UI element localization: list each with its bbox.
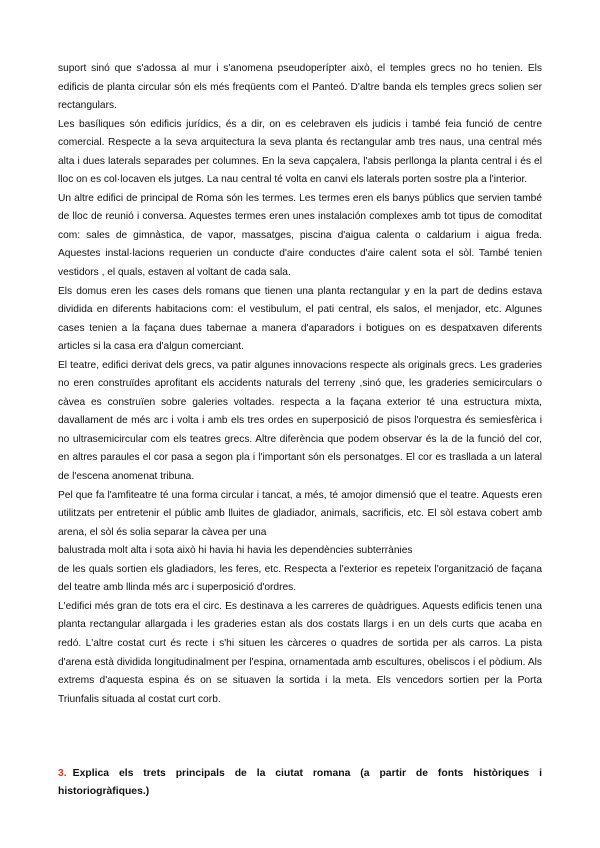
question-number: 3. [58,768,67,779]
paragraph-circ: L'edifici més gran de tots era el circ. Es destinava a les carreres de quàdrigues. Aquests edificis tenen una planta rectangular allargada i les graderies estan als dos costats llargs i en un dels curts que acaba en redó. L'altre costat curt és recte i s'hi situen les càrceres o quadres de sortida per als carros. La pista d'arena està dividida longitudinalment per l'espina, ornamentada amb escultures, obeliscos i el pòdium. Als extrems d'aquesta espina és on se situaven la sortida i la meta. Els vencedors sortien per la Porta Triunfalis situada al costat curt corb. [58,600,542,705]
paragraph-gladiadors: de les quals sortien els gladiadors, les feres, etc. Respecta a l'exterior es repeteix l'organització de façana del teatre amb llinda més arc i superposició d'ordres. [58,563,542,594]
paragraph-balustrada: balustrada molt alta i sota això hi havia hi havia les dependències subterrànies [58,545,413,557]
paragraph-pseudoperipter: suport sinó que s'adossa al mur i s'anomena pseudoperípter això, el temples grecs no ho tenien. Els edificis de planta circular són els més freqüents com el Panteó. D'altre banda els temples grecs solien ser rectangulars. [58,63,542,112]
paragraph-basiliques: Les basíliques són edificis jurídics, és a dir, on es celebraven els judicis i també feia funció de centre comercial. Respecte a la seva arquitectura la seva planta és rectangular amb tres naus, una central més alta i dues laterals separades per columnes. En la seva capçalera, l'absis perllonga la planta central i és el lloc on es col·locaven els jutges. La nau central té volta en canvi els laterals porten sostre pla a l'interior. [58,118,542,186]
question-text: Explica els trets principals de la ciutat romana (a partir de fonts històriques i historiogràfiques.) [58,768,542,797]
body-text [58,60,542,709]
paragraph-amfiteatre: Pel que fa l'amfiteatre té una forma circular i tancat, a més, té amojor dimensió que el teatre. Aquests eren utilitzats per entretenir el públic amb lluites de gladiador, animals, sacrificis, etc. El sòl estava cobert amb arena, el sòl és solia separar la càvea per una [58,489,542,538]
paragraph-domus: Els domus eren les cases dels romans que tienen una planta rectangular y en la part de dedins estava dividida en diferents habitacions com: el vestibulum, el pati central, els salos, el menjador, etc. Algunes cases tenien a la façana dues tabernae a manera d'aparadors i botigues on es despatxaven diferents articles si la casa era d'algun comerciant. [58,285,542,353]
question-block [58,765,542,801]
paragraph-termes: Un altre edifici de principal de Roma són les termes. Les termes eren els banys públics que servien també de lloc de reunió i conversa. Aquestes termes eren unes instalación complexes amb tot tipus de comoditat com: sales de gimnàstica, de vapor, massatges, piscina d'aigua calenta o caldarium i aigua freda. Aquestes instal·lacions requerien un conducte d'aire conductes d'aire calent sota el sòl. També tenien vestidors , el quals, estaven al voltant de cada sala. [58,192,542,279]
paragraph-teatre: El teatre, edifici derivat dels grecs, va patir algunes innovacions respecte als originals grecs. Les graderies no eren construïdes aprofitant els accidents naturals del terreny ,sinó que, les graderies semicirculars o càvea es construïen sobre galeries voltades. respecta a la façana exterior té una estructura mixta, davallament de més arc i volta i amb els tres ordes en superposició de pisos l'orquestra és semiesfèrica i no ultrasemicircular com els teatres grecs. Altre diferència que podem observar és la de la funció del cor, en altres paraules el cor pasa a segon pla i l'important són els personatges. El cor es trasllada a un lateral de l'escena anomenat tribuna. [58,359,542,483]
